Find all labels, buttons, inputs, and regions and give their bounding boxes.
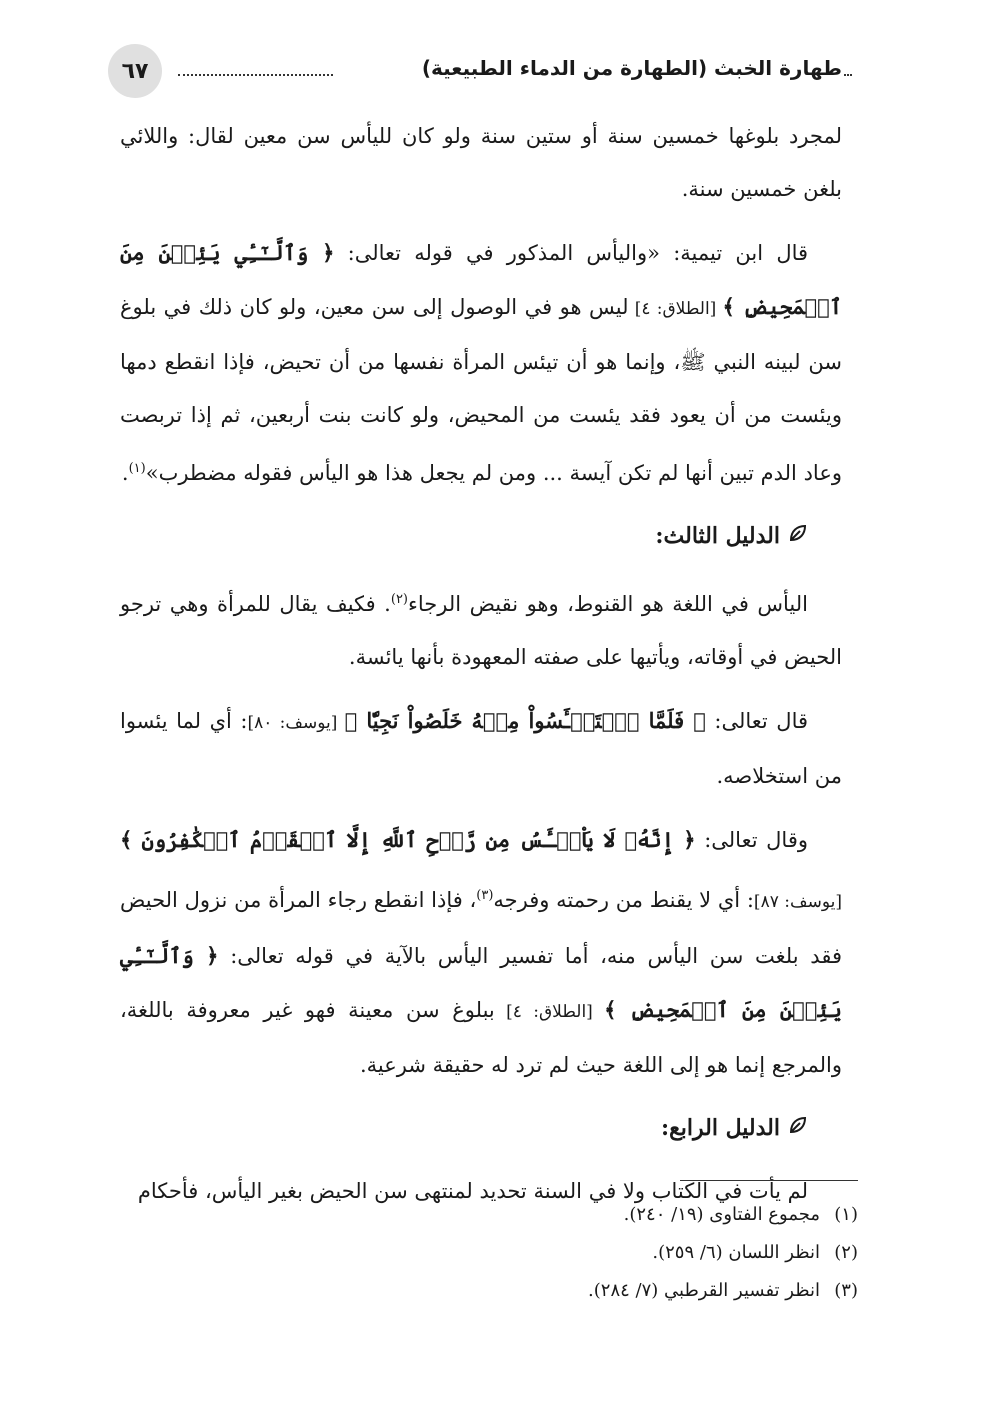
footnote-number: (٣) — [834, 1280, 858, 1301]
footnote-item — [238, 1196, 858, 1234]
page-header — [108, 44, 852, 96]
footnote-marker[interactable]: (٢) — [390, 592, 408, 607]
paragraph-4-text-a: قال تعالى: — [705, 709, 808, 733]
leaf-icon — [786, 1102, 808, 1155]
paragraph-5-text-d: ببلوغ سن معينة فهو غير معروفة باللغة، والمرجع إنما هو إلى اللغة حيث لم ترد له حقيقة شرعية. — [120, 998, 842, 1077]
paragraph-3-text-a: اليأس في اللغة هو القنوط، وهو نقيض الرجاء — [408, 592, 808, 616]
page-number: ٦٧ — [108, 44, 162, 98]
footnote-number: (٢) — [834, 1242, 858, 1263]
footnote-text: انظر اللسان (٦/ ٢٥٩). — [652, 1242, 820, 1263]
paragraph-5-text-b: : أي لا يقنط من رحمته وفرجه — [493, 888, 754, 912]
footnote-number: (١) — [834, 1204, 858, 1225]
footnote-marker[interactable]: (١) — [128, 461, 146, 476]
footnote-item — [238, 1234, 858, 1272]
paragraph-2 — [120, 226, 842, 500]
running-title: طهارة الخبث (الطهارة من الدماء الطبيعية) — [421, 56, 842, 80]
footnote-item — [238, 1272, 858, 1310]
heading-text: الدليل الرابع: — [660, 1115, 780, 1141]
page-body — [120, 110, 842, 1228]
quran-verse: ﴿ إِنَّهُۥ لَا يَاْيۡـَٔسُ مِن رَّوۡحِ ٱللَّهِ إِلَّا ٱلۡقَوۡمُ ٱلۡكَٰفِرُونَ ﴾ — [120, 827, 696, 852]
section-heading-third — [120, 510, 842, 563]
paragraph-2-text-a: قال ابن تيمية: «واليأس المذكور في قوله تعالى: — [334, 241, 809, 265]
verse-reference: [الطلاق: ٤] — [494, 1002, 605, 1022]
paragraph-5 — [120, 813, 842, 1092]
quran-verse: ﴿ وَٱلَّـٰٓـِٔي يَئِسۡنَ مِنَ ٱلۡمَحِيضِ ﴾ — [120, 240, 842, 319]
heading-text: الدليل الثالث: — [655, 523, 780, 549]
quran-verse: ﴿ وَٱلَّـٰٓـِٔي يَئِسۡنَ مِنَ ٱلۡمَحِيضِ ﴾ — [120, 943, 842, 1022]
paragraph-4-text-b: : أي لما يئسوا من استخلاصه. — [120, 709, 842, 788]
paragraph-6: لم يأت في الكتاب ولا في السنة تحديد لمنتهى سن الحيض بغير اليأس، فأحكام — [137, 1179, 808, 1203]
footnote-divider — [680, 1180, 858, 1181]
paragraph-3 — [120, 573, 842, 684]
footnotes — [238, 1196, 858, 1310]
quran-verse: ﴿ فَلَمَّا ٱسۡتَيۡـَٔسُواْ مِنۡهُ خَلَصُواْ نَجِيّٗا ﴾ — [344, 708, 706, 733]
paragraph-5-text-c: ، فإذا انقطع رجاء المرأة من نزول الحيض فقد بلغت سن اليأس منه، أما تفسير اليأس بالآية في قوله تعالى: — [120, 888, 842, 968]
verse-reference: [يوسف: ٨٧] — [753, 892, 842, 912]
paragraph-1: لمجرد بلوغها خمسين سنة أو ستين سنة ولو كان لليأس سن معين لقال: واللائي بلغن خمسين سنة. — [120, 124, 842, 201]
verse-reference: [يوسف: ٨٠] — [247, 713, 345, 733]
verse-reference: [الطلاق: ٤] — [628, 299, 723, 319]
paragraph-2-end: . — [121, 461, 129, 485]
footnote-text: مجموع الفتاوى (١٩/ ٢٤٠). — [623, 1204, 820, 1225]
paragraph-4 — [120, 694, 842, 803]
header-dots-left — [178, 74, 333, 76]
footnote-text: انظر تفسير القرطبي (٧/ ٢٨٤). — [588, 1280, 820, 1301]
paragraph-2-text-b: ليس هو في الوصول إلى سن معين، ولو كان ذلك في بلوغ سن لبينه النبي ﷺ، وإنما هو أن تيئس المرأة نفسها من أن تحيض، فإذا انقطع دمها ويئست من أن يعود فقد يئست من المحيض، ولو كانت بنت أربعين، ثم إذا تربصت وعاد الدم تبين أنها لم تكن آيسة ... ومن لم يجعل هذا هو اليأس فقوله مضطرب» — [120, 295, 842, 485]
leaf-icon — [786, 510, 808, 563]
section-heading-fourth — [120, 1102, 842, 1155]
paragraph-3-text-b: . فكيف يقال للمرأة وهي ترجو الحيض في أوقاته، ويأتيها على صفته المعهودة بأنها يائسة. — [120, 592, 842, 669]
header-dots-right — [844, 74, 852, 76]
paragraph-5-text-a: وقال تعالى: — [695, 828, 808, 852]
footnote-marker[interactable]: (٣) — [476, 888, 494, 903]
